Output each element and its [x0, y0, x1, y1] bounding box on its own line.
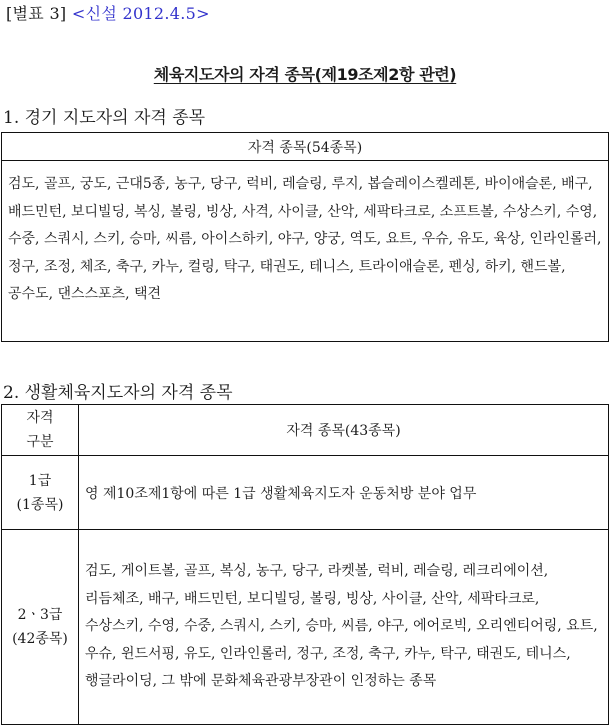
table-header-row	[2, 405, 609, 456]
table-header-row	[2, 133, 609, 161]
section2-heading: 2. 생활체육지도자의 자격 종목	[3, 383, 233, 403]
sports-list-cell: 검도, 골프, 궁도, 근대5종, 농구, 당구, 럭비, 레슬링, 루지, 봅슬레이스켈레톤, 바이애슬론, 배구, 배드민턴, 보디빌딩, 복싱, 볼링, 빙상, 사격, 사이클, 산악, 세팍타크로, 소프트볼, 수상스키, 수영, 수중, 스쿼시, 스키, 승마, 씨름, 아이스하키, 야구, 양궁, 역도, 요트, 우슈, 유도, 육상, 인라인롤러, 정구, 조정, 체조, 축구, 카누, 컬링, 탁구, 태권도, 테니스, 트라이애슬론, 펜싱, 하키, 핸드볼, 공수도, 댄스스포츠, 택견	[2, 161, 609, 342]
annex-header	[6, 1, 210, 24]
document-title: 체육지도자의 자격 종목(제19조제2항 관련)	[153, 65, 457, 84]
amendment-note: <신설 2012.4.5>	[71, 4, 210, 23]
sports-content-cell: 검도, 게이트볼, 골프, 복싱, 농구, 당구, 라켓볼, 럭비, 레슬링, 레크리에이션, 리듬체조, 배구, 배드민턴, 보디빌딩, 볼링, 빙상, 사이클, 산악, 세팍타크로, 수상스키, 수영, 수중, 스쿼시, 스키, 승마, 씨름, 야구, 에어로빅, 오리엔티어링, 요트, 우슈, 윈드서핑, 유도, 인라인롤러, 정구, 조정, 축구, 카누, 탁구, 태권도, 테니스, 행글라이딩, 그 밖에 문화체육관광부장관이 인정하는 종목	[79, 530, 609, 725]
grade-count: (1종목)	[16, 496, 64, 513]
competition-coach-table	[1, 132, 609, 342]
table-row	[2, 530, 609, 725]
qualification-sports-header: 자격 종목(43종목)	[79, 405, 609, 456]
grade-cell	[2, 530, 79, 725]
grade-label: 1급	[28, 472, 52, 489]
table-row	[2, 161, 609, 342]
grade-count: (42종목)	[12, 631, 68, 647]
sports-coach-table	[1, 404, 609, 725]
header-line: 자격	[26, 410, 54, 426]
section1-heading: 1. 경기 지도자의 자격 종목	[3, 108, 206, 128]
grade-cell	[2, 456, 79, 530]
qualification-grade-header	[2, 405, 79, 456]
header-line: 구분	[26, 434, 54, 450]
grade-label: 2ㆍ3급	[17, 607, 63, 623]
sports-content-cell: 영 제10조제1항에 따른 1급 생활체육지도자 운동처방 분야 업무	[79, 456, 609, 530]
table-row	[2, 456, 609, 530]
annex-label: [별표 3]	[6, 4, 67, 23]
table-header-cell: 자격 종목(54종목)	[2, 133, 609, 161]
